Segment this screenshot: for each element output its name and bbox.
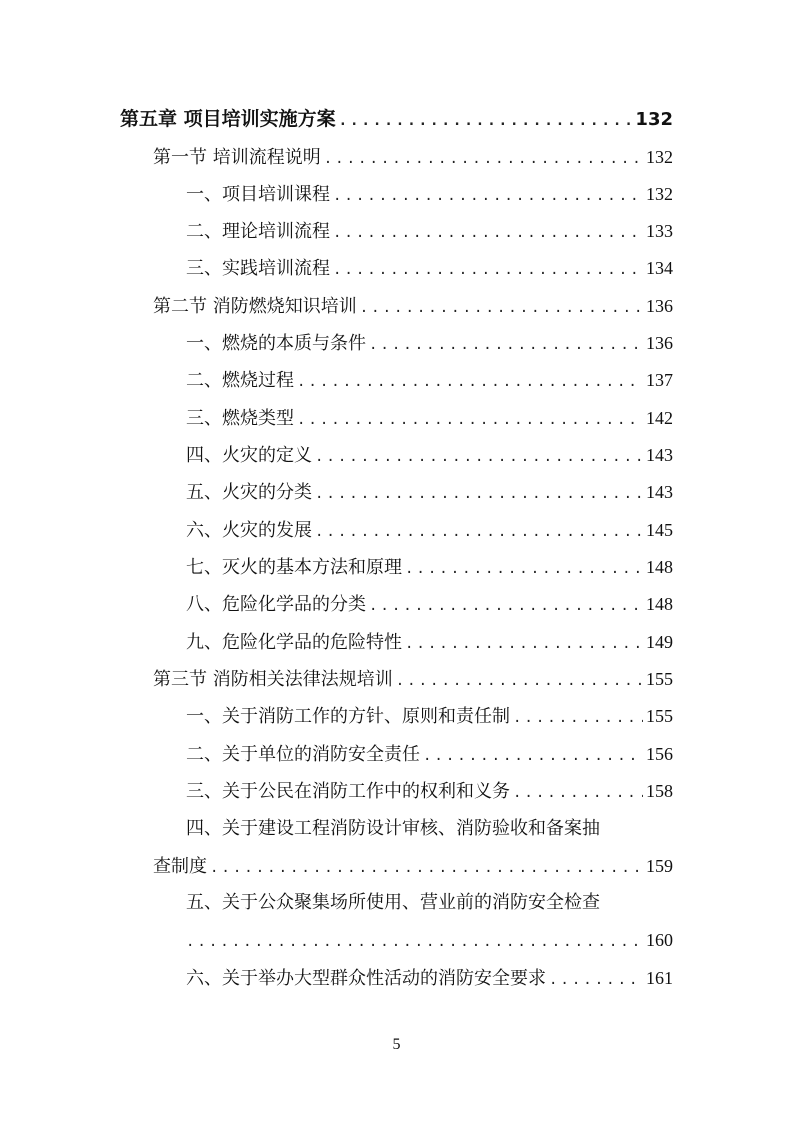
- toc-subsection[interactable]: [186, 406, 673, 432]
- toc-leader-dots: [405, 632, 643, 656]
- toc-entry-page: 155: [646, 669, 673, 689]
- toc-entry-label: 三、燃烧类型: [186, 408, 294, 429]
- toc-entry-label: 八、危险化学品的分类: [186, 594, 366, 615]
- toc-leader-dots: [369, 333, 643, 357]
- toc-entry-label: 六、关于举办大型群众性活动的消防安全要求: [186, 968, 546, 989]
- toc-leader-dots: [210, 856, 643, 880]
- toc-subsection[interactable]: [186, 704, 673, 730]
- toc-entry-label: 二、燃烧过程: [186, 370, 294, 391]
- toc-chapter-page: 132: [635, 109, 673, 130]
- toc-entry-label: 四、火灾的定义: [186, 445, 312, 466]
- toc-leader-dots: [297, 370, 643, 394]
- toc-wrapped-entry-line1[interactable]: 四、关于建设工程消防设计审核、消防验收和备案抽: [186, 818, 600, 839]
- toc-entry-label: 九、危险化学品的危险特性: [186, 632, 402, 653]
- toc-entry-label: 一、关于消防工作的方针、原则和责任制: [186, 706, 510, 727]
- toc-entry-page: 143: [646, 482, 673, 502]
- toc-entry-label: 一、项目培训课程: [186, 184, 330, 205]
- toc-leader-dots: [333, 184, 643, 208]
- toc-entry-page: 136: [646, 333, 673, 353]
- toc-entry-label: 七、灭火的基本方法和原理: [186, 557, 402, 578]
- toc-entry-page: 148: [646, 594, 673, 614]
- toc-leader-dots: [333, 221, 643, 245]
- toc-entry-page: 132: [646, 147, 673, 167]
- toc-entry-page: 161: [646, 968, 673, 988]
- toc-chapter-label: 第五章 项目培训实施方案: [120, 108, 336, 130]
- toc-entry-page: 156: [646, 744, 673, 764]
- toc-subsection[interactable]: [186, 256, 673, 282]
- toc-entry-page: 142: [646, 408, 673, 428]
- toc-entry-page: 133: [646, 221, 673, 241]
- toc-leader-dots: [297, 408, 643, 432]
- toc-leader-dots: [315, 482, 643, 506]
- page-number: 5: [392, 1036, 401, 1053]
- toc-subsection[interactable]: [186, 592, 673, 618]
- toc-section[interactable]: [153, 294, 673, 320]
- toc-subsection[interactable]: [186, 742, 673, 768]
- toc-leader-dots: [324, 147, 643, 171]
- toc-entry-page: 137: [646, 370, 673, 390]
- toc-entry-label: 三、关于公民在消防工作中的权利和义务: [186, 781, 510, 802]
- toc-leader-dots: [513, 781, 643, 805]
- toc-entry-page: 145: [646, 520, 673, 540]
- toc-entry-page: 148: [646, 557, 673, 577]
- toc-wrapped-entry-line2[interactable]: [186, 928, 673, 954]
- toc-subsection[interactable]: [186, 630, 673, 656]
- toc-entry-page: 159: [646, 856, 673, 876]
- toc-subsection[interactable]: [186, 368, 673, 394]
- toc-subsection[interactable]: [186, 518, 673, 544]
- toc-subsection[interactable]: [186, 779, 673, 805]
- toc-entry-page: 158: [646, 781, 673, 801]
- toc-leader-dots: [315, 445, 643, 469]
- toc-leader-dots: [186, 930, 643, 954]
- toc-entry-label: 第二节 消防燃烧知识培训: [153, 296, 357, 317]
- toc-entry-label: 查制度: [153, 856, 207, 877]
- toc-leader-dots: [513, 706, 643, 730]
- toc-entry-page: 160: [646, 930, 673, 950]
- toc-leader-dots: [405, 557, 643, 581]
- toc-entry-label: 一、燃烧的本质与条件: [186, 333, 366, 354]
- toc-leader-dots: [339, 109, 633, 133]
- toc-subsection[interactable]: [186, 331, 673, 357]
- toc-entry-label: 三、实践培训流程: [186, 258, 330, 279]
- toc-entry-label: 六、火灾的发展: [186, 520, 312, 541]
- toc-leader-dots: [423, 744, 643, 768]
- toc-entry-page: 134: [646, 258, 673, 278]
- toc-leader-dots: [396, 669, 643, 693]
- toc-entry-page: 136: [646, 296, 673, 316]
- toc-subsection[interactable]: [186, 480, 673, 506]
- toc-entry-page: 155: [646, 706, 673, 726]
- toc-subsection[interactable]: [186, 966, 673, 992]
- toc-subsection[interactable]: [186, 219, 673, 245]
- toc-leader-dots: [549, 968, 643, 992]
- toc-subsection[interactable]: [186, 182, 673, 208]
- toc-leader-dots: [360, 296, 643, 320]
- toc-entry-page: 149: [646, 632, 673, 652]
- toc-leader-dots: [333, 258, 643, 282]
- toc-section[interactable]: [153, 145, 673, 171]
- toc-entry-label: 第三节 消防相关法律法规培训: [153, 669, 393, 690]
- toc-wrapped-entry-line1[interactable]: 五、关于公众聚集场所使用、营业前的消防安全检查: [186, 892, 600, 913]
- toc-leader-dots: [369, 594, 643, 618]
- toc-wrapped-entry-line2[interactable]: [153, 854, 673, 880]
- toc-entry-label: 五、火灾的分类: [186, 482, 312, 503]
- toc-leader-dots: [315, 520, 643, 544]
- toc-entry-label: 二、关于单位的消防安全责任: [186, 744, 420, 765]
- toc-chapter[interactable]: [120, 107, 673, 133]
- toc-section[interactable]: [153, 667, 673, 693]
- toc-entry-label: 第一节 培训流程说明: [153, 147, 321, 168]
- toc-subsection[interactable]: [186, 443, 673, 469]
- toc-entry-label: 二、理论培训流程: [186, 221, 330, 242]
- toc-entry-page: 143: [646, 445, 673, 465]
- toc-subsection[interactable]: [186, 555, 673, 581]
- toc-entry-page: 132: [646, 184, 673, 204]
